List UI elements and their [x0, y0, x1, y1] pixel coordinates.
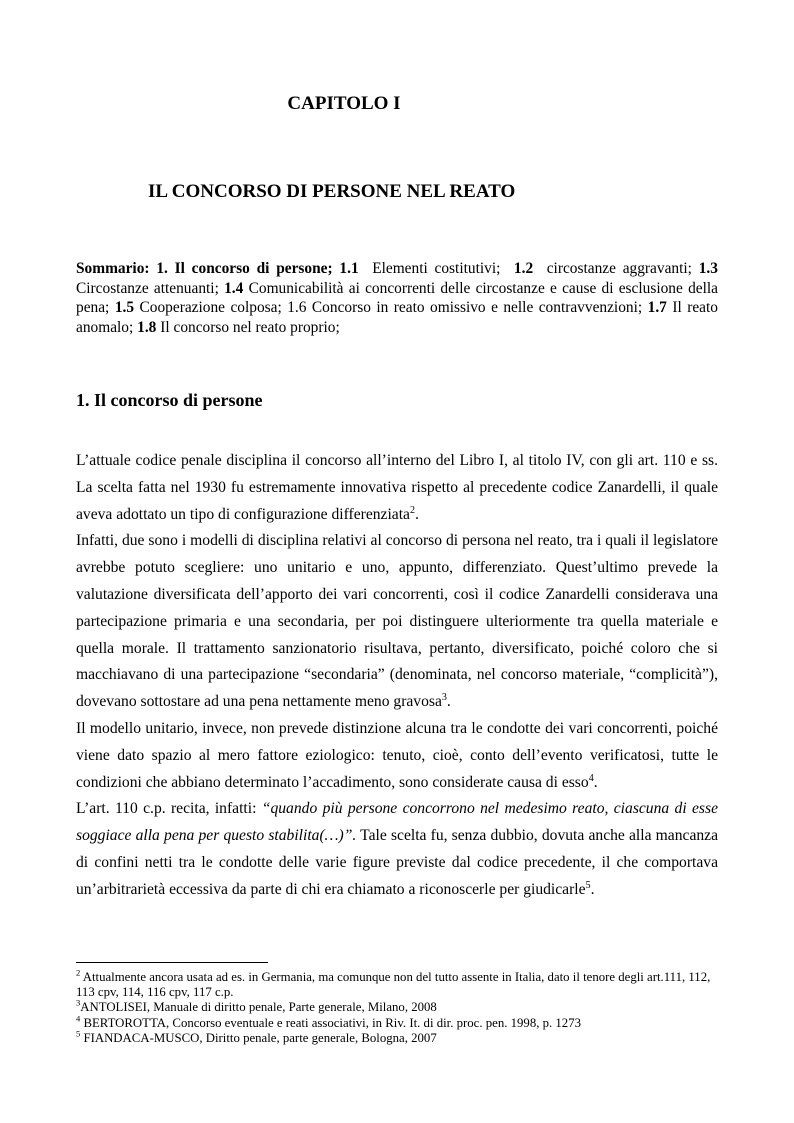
summary-num-1: 1.	[156, 260, 168, 277]
chapter-heading: CAPITOLO I	[287, 93, 401, 114]
footnote-4-text: BERTOROTTA, Concorso eventuale e reati associativi, in Riv. It. di dir. proc. pen. 1998, p. 1273	[80, 1015, 582, 1030]
summary-item-1-7: Il reato anomalo;	[76, 299, 718, 336]
paragraph-2-end: .	[446, 693, 451, 711]
summary-item-1-4: Comunicabilità ai concorrenti delle circostanze e cause di esclusione della pena;	[76, 279, 718, 317]
footnote-5-text: FIANDACA-MUSCO, Diritto penale, parte generale, Bologna, 2007	[80, 1030, 437, 1045]
summary-num-1-4: 1.4	[224, 279, 244, 297]
summary-label: Sommario:	[76, 260, 150, 277]
paragraph-4-end: .	[590, 880, 595, 898]
body-text	[76, 448, 718, 904]
footnote-ref-4: 4	[588, 772, 594, 784]
footnotes	[76, 967, 718, 1046]
paragraph-1-text: L’attuale codice penale disciplina il concorso all’interno del Libro I, al titolo IV, con gli art. 110 e ss. La scelta fatta nel 1930 fu estremamente innovativa rispetto al precedente codice Zanardelli, il quale aveva adottato un tipo di configurazione differenziata	[76, 452, 718, 523]
footnote-2-number: 2	[76, 967, 81, 978]
summary-item-1-5: Cooperazione colposa;	[139, 299, 282, 317]
paragraph-4-text: Tale scelta fu, senza dubbio, dovuta anche alla mancanza di confini netti tra le condotte delle varie figure previste dal codice precedente, il che comportava un’arbitrarietà eccessiva da parte di chi era chiamato a riconoscerle per giudicarle	[76, 827, 719, 898]
footnote-ref-3: 3	[441, 691, 447, 703]
footnote-2-text: Attualmente ancora usata ad es. in Germania, ma comunque non del tutto assente in Italia, dato il tenore degli art.111, 112, 113 cpv, 114, 116 cpv, 117 c.p.	[76, 970, 711, 1000]
summary-item-1-3: Circostanze attenuanti;	[76, 279, 219, 297]
paragraph-3-end: .	[593, 773, 598, 791]
paragraph-4-intro: L’art. 110 c.p. recita, infatti:	[76, 800, 262, 818]
footnote-3-text: ANTOLISEI, Manuale di diritto penale, Parte generale, Milano, 2008	[80, 1000, 437, 1015]
footnote-ref-5: 5	[585, 879, 591, 891]
footnote-4	[76, 1013, 718, 1031]
summary-num-1-7: 1.7	[647, 299, 667, 317]
paragraph-4	[76, 796, 718, 903]
footnote-5	[76, 1028, 718, 1046]
summary-item-1-8: Il concorso nel reato proprio;	[160, 318, 340, 336]
paragraph-2	[76, 528, 718, 716]
paragraph-1	[76, 448, 718, 528]
summary-num-1-5: 1.5	[114, 299, 135, 317]
footnote-separator	[76, 962, 268, 963]
summary-num-1-1: 1.1	[339, 260, 359, 277]
summary-num-1-8: 1.8	[137, 318, 157, 336]
footnote-4-number: 4	[76, 1013, 81, 1024]
summary	[76, 259, 718, 337]
paragraph-1-end: .	[414, 505, 419, 523]
summary-item-1: Il concorso di persone;	[174, 260, 333, 277]
footnote-2	[76, 967, 718, 1000]
footnote-ref-2: 2	[409, 504, 415, 516]
summary-num-1-2: 1.2	[513, 260, 534, 277]
section-heading: 1. Il concorso di persone	[76, 390, 263, 410]
footnote-5-number: 5	[76, 1028, 81, 1039]
paragraph-2-text: Infatti, due sono i modelli di disciplina relativi al concorso di persona nel reato, tra i quali il legislatore avrebbe potuto scegliere: uno unitario e uno, appunto, differenziato. Quest’ultimo prevede la valutazione diversificata dell’apporto dei vari concorrenti, così il codice Zanardelli considerava una partecipazione primaria e una secondaria, per poi distinguere ulteriormente tra quella materiale e quella morale. Il trattamento sanzionatorio risultava, pertanto, diversificato, poiché coloro che si macchiavano di una partecipazione “secondaria” (denominata, nel concorso materiale, “complicità”), dovevano sottostare ad una pena nettamente meno gravosa	[76, 532, 718, 711]
summary-num-1-3: 1.3	[698, 260, 718, 277]
summary-item-1-2: circostanze aggravanti;	[546, 260, 692, 277]
summary-item-1-6: 1.6 Concorso in reato omissivo e nelle contravvenzioni;	[287, 299, 643, 317]
footnote-3	[76, 1000, 718, 1015]
summary-item-1-1: Elementi costitutivi;	[372, 260, 501, 277]
chapter-title: IL CONCORSO DI PERSONE NEL REATO	[148, 181, 516, 202]
paragraph-3	[76, 716, 718, 796]
article-quote: “quando più persone concorrono nel medesimo reato, ciascuna di esse soggiace alla pena per questo stabilita(…)”.	[76, 800, 718, 845]
paragraph-3-text: Il modello unitario, invece, non prevede distinzione alcuna tra le condotte dei vari concorrenti, poiché viene dato spazio al mero fattore eziologico: tenuto, cioè, conto dell’evento verificatosi, tutte le condizioni che abbiano determinato l’accadimento, sono considerate causa di esso	[76, 719, 718, 791]
footnote-3-number: 3	[76, 998, 81, 1009]
